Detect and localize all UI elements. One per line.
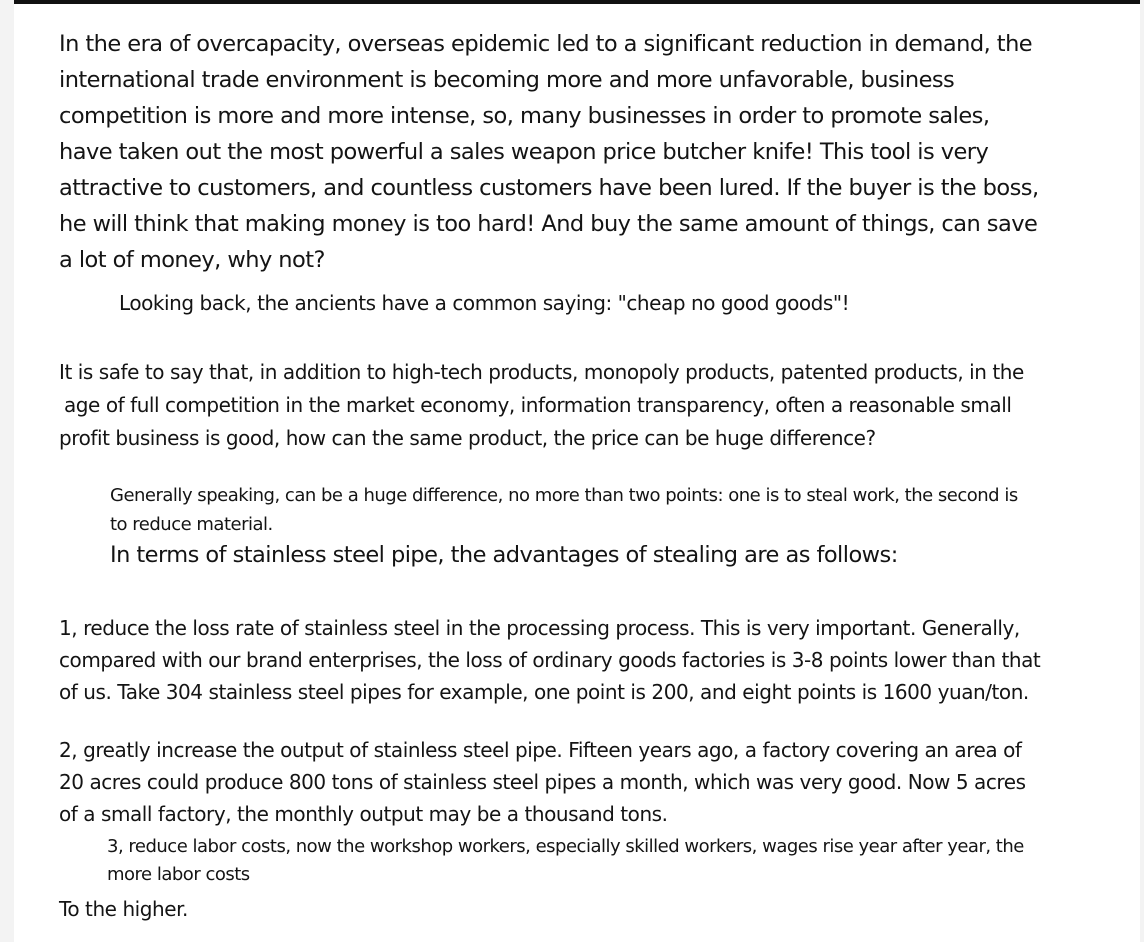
paragraph-line: 2, greatly increase the output of stainless steel pipe. Fifteen years ago, a factory covering an area of	[59, 738, 1022, 762]
paragraph-competition	[59, 356, 1024, 455]
article-page	[14, 0, 1140, 942]
paragraph-saying	[119, 288, 849, 318]
list-item-labor-costs	[107, 833, 1024, 889]
paragraph-line: of a small factory, the monthly output may be a thousand tons.	[59, 802, 668, 826]
paragraph-line: In terms of stainless steel pipe, the advantages of stealing are as follows:	[110, 542, 898, 568]
paragraph-line: a lot of money, why not?	[59, 247, 325, 273]
paragraph-line: he will think that making money is too hard! And buy the same amount of things, can save	[59, 211, 1038, 237]
paragraph-line: to reduce material.	[110, 514, 273, 535]
paragraph-intro	[59, 26, 1039, 278]
paragraph-line: Looking back, the ancients have a common saying: "cheap no good goods"!	[119, 291, 850, 315]
list-item-loss-rate	[59, 612, 1040, 708]
paragraph-line: 3, reduce labor costs, now the workshop workers, especially skilled workers, wages rise year after year, the	[107, 836, 1024, 857]
paragraph-line: of us. Take 304 stainless steel pipes for example, one point is 200, and eight points is 1600 yuan/ton.	[59, 680, 1029, 704]
paragraph-line: 1, reduce the loss rate of stainless steel in the processing process. This is very important. Generally,	[59, 616, 1020, 640]
paragraph-advantages-heading	[110, 538, 898, 572]
paragraph-line: more labor costs	[107, 864, 250, 885]
paragraph-line: 20 acres could produce 800 tons of stainless steel pipes a month, which was very good. Now 5 acres	[59, 770, 1026, 794]
paragraph-line: competition is more and more intense, so, many businesses in order to promote sales,	[59, 103, 990, 129]
paragraph-line: profit business is good, how can the same product, the price can be huge difference?	[59, 426, 876, 450]
paragraph-two-points	[110, 481, 1018, 539]
paragraph-line: In the era of overcapacity, overseas epidemic led to a significant reduction in demand, the	[59, 31, 1033, 57]
paragraph-line: compared with our brand enterprises, the loss of ordinary goods factories is 3-8 points lower than that	[59, 648, 1041, 672]
paragraph-line: Generally speaking, can be a huge difference, no more than two points: one is to steal work, the second is	[110, 485, 1018, 506]
paragraph-line: It is safe to say that, in addition to high-tech products, monopoly products, patented products, in the	[59, 360, 1024, 384]
paragraph-line: international trade environment is becoming more and more unfavorable, business	[59, 67, 955, 93]
paragraph-line: age of full competition in the market economy, information transparency, often a reasonable small	[64, 393, 1012, 417]
paragraph-line: attractive to customers, and countless customers have been lured. If the buyer is the boss,	[59, 175, 1039, 201]
paragraph-closing	[59, 894, 188, 924]
paragraph-line: have taken out the most powerful a sales weapon price butcher knife! This tool is very	[59, 139, 989, 165]
list-item-output	[59, 734, 1026, 830]
paragraph-line: To the higher.	[59, 897, 188, 921]
